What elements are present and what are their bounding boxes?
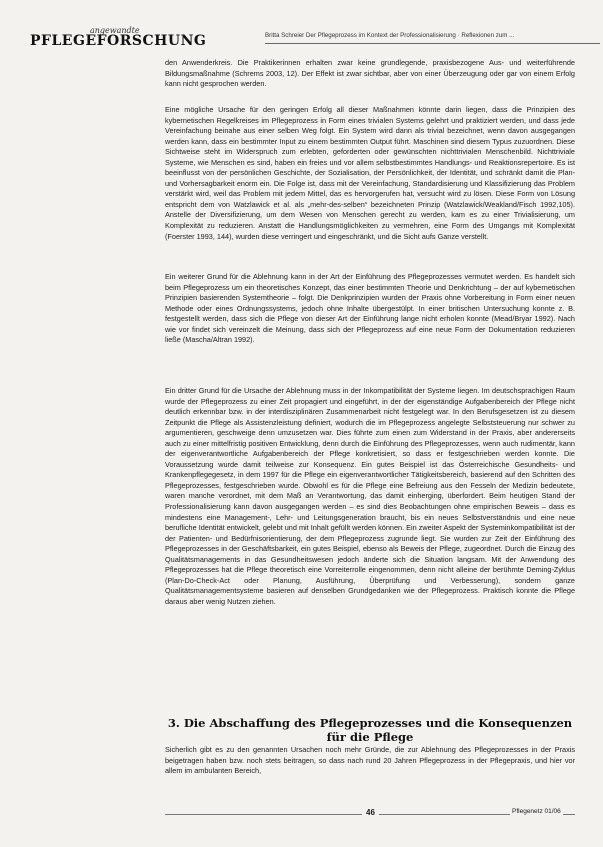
running-head: Britta Schreier Der Pflegeprozess im Kontext der Professionalisierung · Reflexionen zum ... xyxy=(265,32,515,39)
body-paragraph-4: Ein dritter Grund für die Ursache der Ablehnung muss in der Inkompatibilität der Systeme liegen. Im deutschsprachigen Raum wurde der Pflegeprozess zu einer Zeit propagiert und eingeführt, in der der eigenständige Aufgabenbereich der Pflege nicht deutlich erkennbar bzw. in der interdisziplinären Zusammenarbeit nicht festgelegt war. In den Berufsgesetzen ist zu diesem Zeitpunkt die Pflege als Assistenzleistung definiert, wodurch die im Pflegeprozess angelegte Selbststeuerung nur schwer zu argumentieren, geschweige denn umzusetzen war. Dies führte zum einen zum Widerstand in der Praxis, aber andererseits auch zu einer mittelfristig positiven Entwicklung, denn durch die Einführung des Pflegeprozesses, wenn auch rudimentär, kann der eigenverantwortliche Aufgabenbereich der Pflege konkretisiert, so dass er festgeschrieben werden konnte. Die Voraussetzung wurde damit teilweise zur Konsequenz. Ein gutes Beispiel ist das Österreichische Gesundheits- und Krankenpflegegesetz, in dem 1997 für die Pflege ein eigenverantwortlicher Tätigkeitsbereich, basierend auf den Schritten des Pflegeprozesses, festgeschrieben wurde. Obwohl es für die Pflege eine Befreiung aus den Fesseln der Medizin bedeutete, waren manche verordnet, mit dem Maß an Verantwortung, das damit einherging, überfordert. Beim heutigen Stand der Professionalisierung kann davon ausgegangen werden – es sind dies Beobachtungen ohne empirischen Beweis – dass es mindestens eine Management-, Lehr- und Leitungsgeneration braucht, bis ein neues Selbstverständnis und eine neue berufliche Identität entwickelt, gelebt und mit Inhalt gefüllt werden können. Ein zweiter Aspekt der Systeminkompatibilität ist der der Patienten- und Bedürfnisorientierung, der dem Pflegeprozess zugrunde liegt. Sie wurden zur Zeit der Einführung des Pflegeprozesses in der Geschäftsbarkeit, ein gutes Beispiel, ebenso als Beweis der Pflege, zugeordnet. Durch die Einzug des Qualitätsmanagements in das Gesundheitswesen jedoch änderte sich die Situation langsam. Mit der Anwendung des Pflegeprozesses hat die Pflege theoretisch eine Vorreiterrolle eingenommen, denn nicht alleine der berühmte Deming-Zyklus (Plan-Do-Check-Act oder Planung, Ausführung, Überprüfung und Verbesserung), sondern ganze Qualitätsmanagementsysteme basieren auf denselben Grundgedanken wie der Pflegeprozess. Praktisch konnte die Pflege daraus aber wenig Nutzen ziehen. xyxy=(165,386,575,606)
page-header xyxy=(30,26,578,52)
journal-logo-superscript: angewandte xyxy=(90,26,140,35)
body-paragraph-1: den Anwenderkreis. Die Praktikerinnen erhalten zwar keine grundlegende, praxisbezogene Aus- und weiterführende Bildungsmaßnahme (Schrems 2003, 12). Der Effekt ist zwar sichtbar, aber von einer Überzeugung oder gar von einem Erfolg kann nicht gesprochen werden. xyxy=(165,58,575,89)
body-paragraph-5: Sicherlich gibt es zu den genannten Ursachen noch mehr Gründe, die zur Ablehnung des Pflegeprozesses in der Praxis beigetragen haben bzw. noch stets beitragen, so dass nach rund 20 Jahren Pflegeprozess in der Pflegepraxis, und hier vor allem im ambulanten Bereich, xyxy=(165,745,575,776)
header-divider xyxy=(265,43,600,44)
journal-logo: PFLEGEFORSCHUNG xyxy=(30,33,207,49)
body-paragraph-3: Ein weiterer Grund für die Ablehnung kann in der Art der Einführung des Pflegeprozesses vermutet werden. Es handelt sich beim Pflegeprozess um ein theoretisches Konzept, das einer bestimmten Theorie und Denkrichtung – der auf kybernetischen Prinzipien basierenden Systemtheorie – folgt. Die Denkprinzipien wurden der Praxis ohne Vorbereitung in Form einer neuen Methode oder eines Ordnungssystems, jedoch ohne Inhalte übergestülpt. In einer britischen Untersuchung konnte z. B. festgestellt werden, dass sich die Pflege von dieser Art der Einführung lange nicht erholen konnte (Mead/Bryar 1992). Nach wie vor findet sich vereinzelt die Meinung, dass sich der Pflegeprozess auf eine neue Form der Dokumentation reduzieren ließe (Mascha/Altran 1992). xyxy=(165,272,575,345)
footer-journal-issue: Pflegenetz 01/06 xyxy=(512,808,561,815)
body-paragraph-2: Eine mögliche Ursache für den geringen Erfolg all dieser Maßnahmen könnte darin liegen, dass die Prinzipien des kybernetischen Regelkreises im Pflegeprozess in Form eines trivialen Systems gelehrt und praktiziert werden, und dass jede Vereinfachung beinahe aus einer selben Weg folgt. Ein System wird dann als trivial bezeichnet, wenn davon ausgegangen werden kann, dass ein bestimmter Input zu einem bestimmten Output führt. Maschinen sind diesem Typus zuzuordnen. Diese Sichtweise steht im Widerspruch zum erlebten, geforderten oder gewünschten nichttrivialen Menschenbild. Nichttriviale Systeme, wie Menschen es sind, haben ein freies und vor allem selbstbestimmtes Handlungs- und Reaktionsrepertoire. Es ist beeinflusst von der persönlichen Geschichte, der Sozialisation, der Persönlichkeit, der Identität, und schränkt damit die Plan- und Vorhersagbarkeit enorm ein. Die Folge ist, dass mit der Vereinfachung, Standardisierung und Klassifizierung das Problem verstärkt wird, weil das Problem mit jedem Mittel, das es hervorgerufen hat, versucht wird zu lösen. Diese Form von Lösung entspricht dem von Watzlawick et al. als „mehr-des-selben“ bezeichneten Prinzip (Watzlawick/Weakland/Fisch 1992,105). Anstelle der Diversifizierung, um dem Wesen von Menschen gerecht zu werden, kam es zu einer Trivialisierung, um Komplexität zu reduzieren. Anstatt die Handlungsmöglichkeiten zu vermehren, eine Form des Umgangs mit Komplexität (Foerster 1993, 144), wurden diese verringert und eingeschränkt, und die Sicht aufs Ganze verstellt. xyxy=(165,105,575,241)
page-number: 46 xyxy=(362,808,379,817)
section-heading: 3. Die Abschaffung des Pflegeprozesses und die Konsequenzen für die Pflege xyxy=(167,715,573,744)
